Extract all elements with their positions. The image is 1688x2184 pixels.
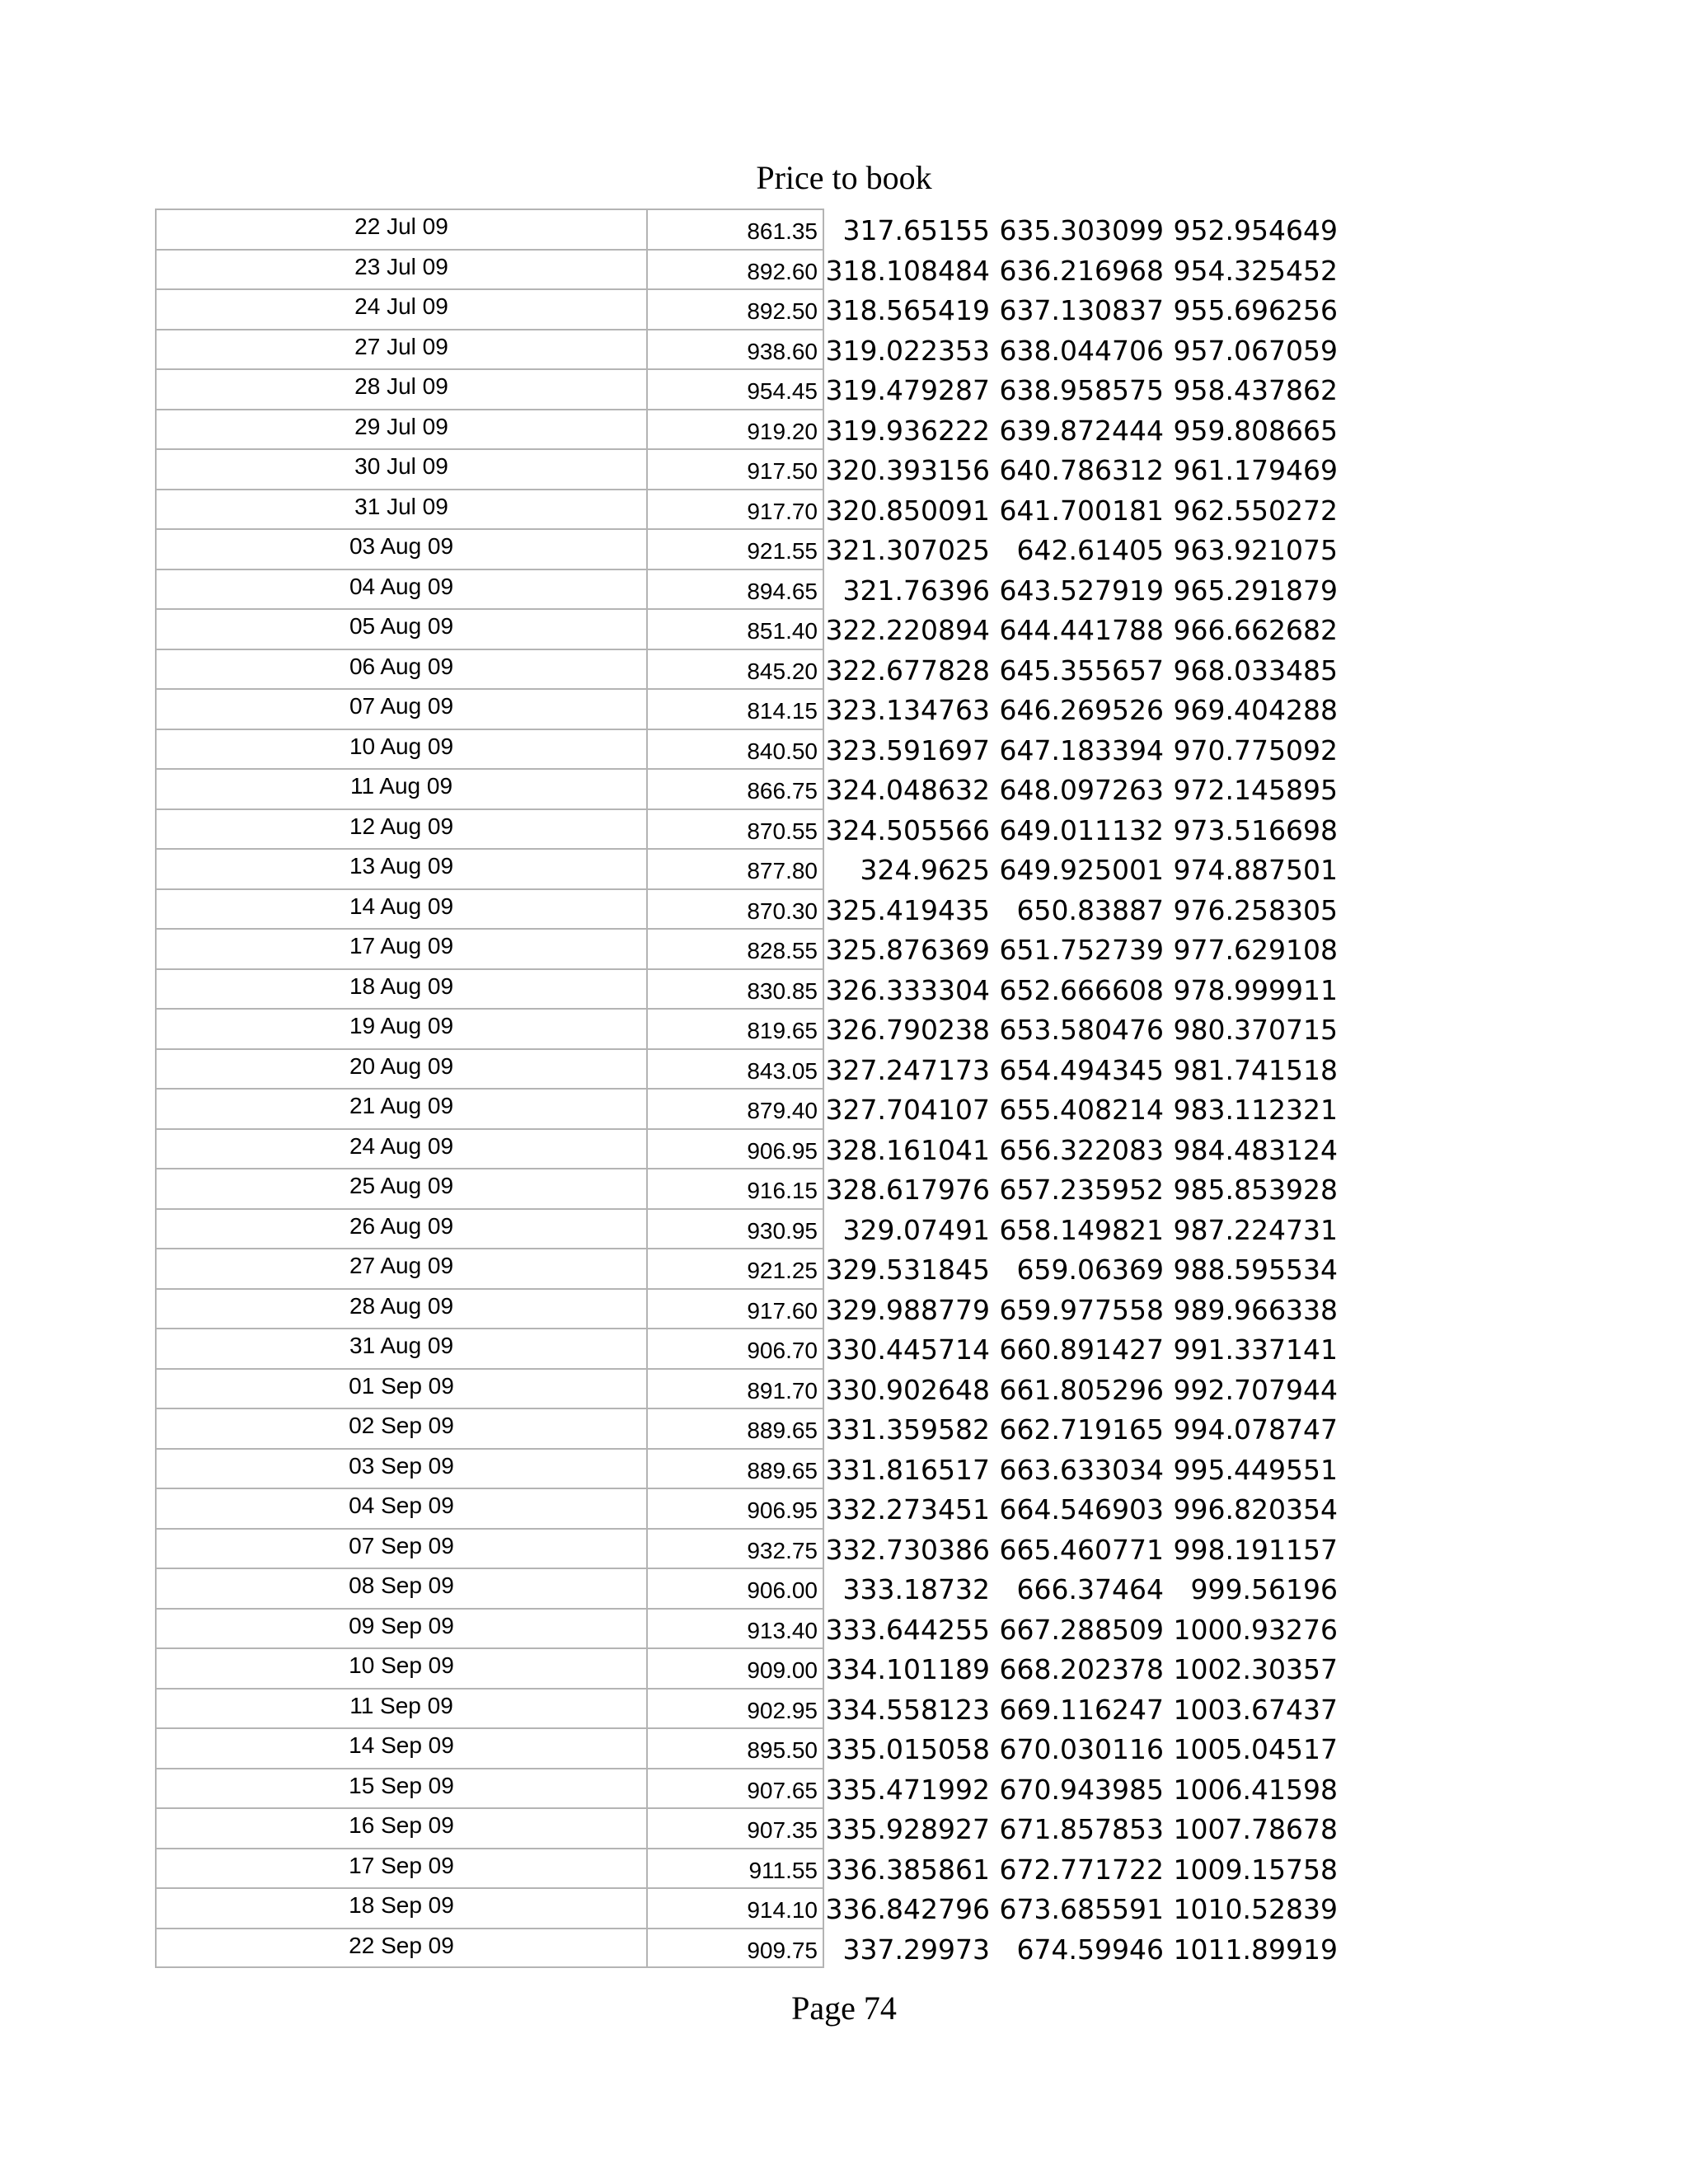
value-cell-v1: 324.505566 bbox=[825, 813, 990, 846]
price-cell: 879.40 bbox=[646, 1088, 824, 1128]
page-title: Price to book bbox=[756, 159, 932, 196]
value-cell-v1: 328.161041 bbox=[825, 1133, 990, 1166]
table-row bbox=[155, 448, 1391, 489]
table-row bbox=[155, 528, 1391, 569]
date-cell: 22 Sep 09 bbox=[155, 1928, 648, 1968]
value-cell-v1: 330.445714 bbox=[825, 1333, 990, 1366]
value-cell-v2: 646.269526 bbox=[999, 694, 1164, 726]
value-cell-v3: 955.696256 bbox=[1173, 294, 1338, 326]
price-cell: 907.65 bbox=[646, 1768, 824, 1808]
value-cell-v2: 664.546903 bbox=[999, 1493, 1164, 1526]
price-cell: 917.50 bbox=[646, 448, 824, 489]
table-row bbox=[155, 1288, 1391, 1329]
value-cell-v2: 667.288509 bbox=[999, 1613, 1164, 1646]
date-cell: 04 Aug 09 bbox=[155, 569, 648, 609]
value-cell-v3: 965.291879 bbox=[1173, 574, 1338, 607]
price-to-book-table bbox=[155, 209, 1391, 1967]
value-cell-v3: 992.707944 bbox=[1173, 1373, 1338, 1406]
price-cell: 906.70 bbox=[646, 1328, 824, 1368]
price-cell: 830.85 bbox=[646, 968, 824, 1009]
value-cell-v1: 336.842796 bbox=[825, 1893, 990, 1925]
date-cell: 16 Sep 09 bbox=[155, 1807, 648, 1848]
value-cell-v1: 318.565419 bbox=[825, 294, 990, 326]
value-cell-v3: 962.550272 bbox=[1173, 494, 1338, 527]
table-row bbox=[155, 1928, 1391, 1968]
date-cell: 01 Sep 09 bbox=[155, 1368, 648, 1408]
value-cell-v3: 961.179469 bbox=[1173, 454, 1338, 486]
value-cell-v2: 656.322083 bbox=[999, 1133, 1164, 1166]
table-row bbox=[155, 1248, 1391, 1288]
value-cell-v2: 663.633034 bbox=[999, 1453, 1164, 1486]
price-cell: 913.40 bbox=[646, 1608, 824, 1648]
value-cell-v2: 655.408214 bbox=[999, 1094, 1164, 1126]
value-cell-v1: 320.850091 bbox=[825, 494, 990, 527]
value-cell-v3: 958.437862 bbox=[1173, 374, 1338, 406]
price-cell: 861.35 bbox=[646, 209, 824, 249]
price-cell: 907.35 bbox=[646, 1807, 824, 1848]
value-cell-v2: 668.202378 bbox=[999, 1653, 1164, 1685]
value-cell-v3: 984.483124 bbox=[1173, 1133, 1338, 1166]
table-row bbox=[155, 808, 1391, 849]
table-row bbox=[155, 329, 1391, 369]
value-cell-v2: 657.235952 bbox=[999, 1174, 1164, 1206]
table-row bbox=[155, 1887, 1391, 1928]
price-cell: 866.75 bbox=[646, 768, 824, 808]
value-cell-v1: 327.247173 bbox=[825, 1053, 990, 1086]
table-row bbox=[155, 1408, 1391, 1448]
value-cell-v1: 329.531845 bbox=[825, 1254, 990, 1286]
value-cell-v2: 671.857853 bbox=[999, 1813, 1164, 1845]
value-cell-v1: 321.76396 bbox=[842, 574, 990, 607]
date-cell: 14 Sep 09 bbox=[155, 1727, 648, 1768]
value-cell-v2: 640.786312 bbox=[999, 454, 1164, 486]
price-cell: 932.75 bbox=[646, 1528, 824, 1568]
date-cell: 25 Aug 09 bbox=[155, 1168, 648, 1208]
price-cell: 851.40 bbox=[646, 608, 824, 649]
value-cell-v1: 334.558123 bbox=[825, 1693, 990, 1726]
table-row bbox=[155, 1688, 1391, 1728]
price-cell: 889.65 bbox=[646, 1448, 824, 1488]
value-cell-v2: 645.355657 bbox=[999, 654, 1164, 687]
price-cell: 845.20 bbox=[646, 649, 824, 689]
value-cell-v2: 652.666608 bbox=[999, 973, 1164, 1006]
price-cell: 819.65 bbox=[646, 1008, 824, 1048]
value-cell-v2: 649.925001 bbox=[999, 854, 1164, 886]
price-cell: 814.15 bbox=[646, 688, 824, 729]
value-cell-v2: 661.805296 bbox=[999, 1373, 1164, 1406]
value-cell-v1: 332.730386 bbox=[825, 1533, 990, 1566]
value-cell-v3: 952.954649 bbox=[1173, 214, 1338, 246]
value-cell-v3: 996.820354 bbox=[1173, 1493, 1338, 1526]
value-cell-v1: 322.677828 bbox=[825, 654, 990, 687]
value-cell-v2: 650.83887 bbox=[1016, 893, 1164, 926]
date-cell: 29 Jul 09 bbox=[155, 409, 648, 449]
date-cell: 07 Aug 09 bbox=[155, 688, 648, 729]
value-cell-v3: 1011.89919 bbox=[1173, 1933, 1338, 1966]
date-cell: 06 Aug 09 bbox=[155, 649, 648, 689]
date-cell: 07 Sep 09 bbox=[155, 1528, 648, 1568]
value-cell-v1: 318.108484 bbox=[825, 254, 990, 287]
value-cell-v2: 659.06369 bbox=[1016, 1254, 1164, 1286]
price-cell: 930.95 bbox=[646, 1208, 824, 1249]
value-cell-v3: 1006.41598 bbox=[1173, 1773, 1338, 1806]
value-cell-v2: 673.685591 bbox=[999, 1893, 1164, 1925]
value-cell-v1: 335.471992 bbox=[825, 1773, 990, 1806]
price-cell: 921.25 bbox=[646, 1248, 824, 1288]
value-cell-v1: 323.134763 bbox=[825, 694, 990, 726]
date-cell: 17 Aug 09 bbox=[155, 928, 648, 968]
value-cell-v2: 665.460771 bbox=[999, 1533, 1164, 1566]
price-cell: 921.55 bbox=[646, 528, 824, 569]
date-cell: 03 Sep 09 bbox=[155, 1448, 648, 1488]
value-cell-v2: 636.216968 bbox=[999, 254, 1164, 287]
price-cell: 909.00 bbox=[646, 1647, 824, 1688]
value-cell-v2: 639.872444 bbox=[999, 414, 1164, 447]
value-cell-v3: 1010.52839 bbox=[1173, 1893, 1338, 1925]
table-row bbox=[155, 1488, 1391, 1528]
value-cell-v1: 328.617976 bbox=[825, 1174, 990, 1206]
value-cell-v1: 335.015058 bbox=[825, 1733, 990, 1765]
value-cell-v3: 987.224731 bbox=[1173, 1213, 1338, 1246]
value-cell-v1: 335.928927 bbox=[825, 1813, 990, 1845]
price-cell: 894.65 bbox=[646, 569, 824, 609]
value-cell-v3: 1005.04517 bbox=[1173, 1733, 1338, 1765]
price-cell: 870.30 bbox=[646, 888, 824, 929]
date-cell: 24 Jul 09 bbox=[155, 288, 648, 329]
price-cell: 914.10 bbox=[646, 1887, 824, 1928]
value-cell-v2: 635.303099 bbox=[999, 214, 1164, 246]
price-cell: 906.95 bbox=[646, 1488, 824, 1528]
value-cell-v3: 972.145895 bbox=[1173, 774, 1338, 806]
value-cell-v2: 672.771722 bbox=[999, 1853, 1164, 1886]
value-cell-v3: 995.449551 bbox=[1173, 1453, 1338, 1486]
table-row bbox=[155, 209, 1391, 249]
price-cell: 906.00 bbox=[646, 1568, 824, 1608]
table-row bbox=[155, 368, 1391, 409]
value-cell-v3: 969.404288 bbox=[1173, 694, 1338, 726]
value-cell-v3: 998.191157 bbox=[1173, 1533, 1338, 1566]
value-cell-v2: 643.527919 bbox=[999, 574, 1164, 607]
value-cell-v3: 1009.15758 bbox=[1173, 1853, 1338, 1886]
page-number: Page 74 bbox=[791, 1990, 897, 2027]
value-cell-v3: 991.337141 bbox=[1173, 1333, 1338, 1366]
table-row bbox=[155, 928, 1391, 968]
price-cell: 916.15 bbox=[646, 1168, 824, 1208]
table-row bbox=[155, 1807, 1391, 1848]
value-cell-v1: 333.18732 bbox=[842, 1573, 990, 1605]
value-cell-v1: 331.359582 bbox=[825, 1413, 990, 1446]
value-cell-v3: 974.887501 bbox=[1173, 854, 1338, 886]
price-cell: 889.65 bbox=[646, 1408, 824, 1448]
value-cell-v3: 994.078747 bbox=[1173, 1413, 1338, 1446]
value-cell-v3: 968.033485 bbox=[1173, 654, 1338, 687]
price-cell: 909.75 bbox=[646, 1928, 824, 1968]
price-cell: 891.70 bbox=[646, 1368, 824, 1408]
date-cell: 28 Aug 09 bbox=[155, 1288, 648, 1329]
value-cell-v2: 638.044706 bbox=[999, 334, 1164, 367]
value-cell-v3: 977.629108 bbox=[1173, 934, 1338, 966]
table-row bbox=[155, 1208, 1391, 1249]
value-cell-v2: 637.130837 bbox=[999, 294, 1164, 326]
date-cell: 03 Aug 09 bbox=[155, 528, 648, 569]
table-row bbox=[155, 1647, 1391, 1688]
value-cell-v3: 980.370715 bbox=[1173, 1014, 1338, 1046]
value-cell-v2: 669.116247 bbox=[999, 1693, 1164, 1726]
date-cell: 18 Aug 09 bbox=[155, 968, 648, 1009]
date-cell: 05 Aug 09 bbox=[155, 608, 648, 649]
table-row bbox=[155, 688, 1391, 729]
date-cell: 31 Aug 09 bbox=[155, 1328, 648, 1368]
price-cell: 877.80 bbox=[646, 848, 824, 888]
value-cell-v2: 638.958575 bbox=[999, 374, 1164, 406]
value-cell-v2: 666.37464 bbox=[1016, 1573, 1164, 1605]
date-cell: 27 Aug 09 bbox=[155, 1248, 648, 1288]
value-cell-v1: 334.101189 bbox=[825, 1653, 990, 1685]
value-cell-v3: 978.999911 bbox=[1173, 973, 1338, 1006]
date-cell: 22 Jul 09 bbox=[155, 209, 648, 249]
value-cell-v3: 1003.67437 bbox=[1173, 1693, 1338, 1726]
date-cell: 04 Sep 09 bbox=[155, 1488, 648, 1528]
value-cell-v3: 999.56196 bbox=[1190, 1573, 1338, 1605]
table-row bbox=[155, 1608, 1391, 1648]
price-cell: 892.60 bbox=[646, 249, 824, 289]
table-row bbox=[155, 1848, 1391, 1888]
table-row bbox=[155, 1727, 1391, 1768]
value-cell-v1: 331.816517 bbox=[825, 1453, 990, 1486]
value-cell-v2: 658.149821 bbox=[999, 1213, 1164, 1246]
date-cell: 19 Aug 09 bbox=[155, 1008, 648, 1048]
date-cell: 26 Aug 09 bbox=[155, 1208, 648, 1249]
price-cell: 840.50 bbox=[646, 729, 824, 769]
value-cell-v2: 670.943985 bbox=[999, 1773, 1164, 1806]
value-cell-v2: 648.097263 bbox=[999, 774, 1164, 806]
value-cell-v1: 319.936222 bbox=[825, 414, 990, 447]
value-cell-v1: 337.29973 bbox=[842, 1933, 990, 1966]
value-cell-v3: 988.595534 bbox=[1173, 1254, 1338, 1286]
date-cell: 15 Sep 09 bbox=[155, 1768, 648, 1808]
price-cell: 906.95 bbox=[646, 1128, 824, 1169]
table-row bbox=[155, 1328, 1391, 1368]
value-cell-v2: 674.59946 bbox=[1016, 1933, 1164, 1966]
price-cell: 954.45 bbox=[646, 368, 824, 409]
table-row bbox=[155, 249, 1391, 289]
price-cell: 870.55 bbox=[646, 808, 824, 849]
value-cell-v1: 319.479287 bbox=[825, 374, 990, 406]
price-cell: 902.95 bbox=[646, 1688, 824, 1728]
table-row bbox=[155, 569, 1391, 609]
value-cell-v3: 985.853928 bbox=[1173, 1174, 1338, 1206]
table-row bbox=[155, 1368, 1391, 1408]
value-cell-v2: 644.441788 bbox=[999, 614, 1164, 646]
date-cell: 27 Jul 09 bbox=[155, 329, 648, 369]
value-cell-v1: 325.876369 bbox=[825, 934, 990, 966]
date-cell: 09 Sep 09 bbox=[155, 1608, 648, 1648]
table-row bbox=[155, 1088, 1391, 1128]
date-cell: 24 Aug 09 bbox=[155, 1128, 648, 1169]
table-row bbox=[155, 888, 1391, 929]
value-cell-v3: 957.067059 bbox=[1173, 334, 1338, 367]
value-cell-v3: 983.112321 bbox=[1173, 1094, 1338, 1126]
table-row bbox=[155, 729, 1391, 769]
table-row bbox=[155, 1768, 1391, 1808]
date-cell: 11 Aug 09 bbox=[155, 768, 648, 808]
price-cell: 917.70 bbox=[646, 489, 824, 529]
value-cell-v1: 330.902648 bbox=[825, 1373, 990, 1406]
value-cell-v1: 326.333304 bbox=[825, 973, 990, 1006]
value-cell-v3: 1000.93276 bbox=[1173, 1613, 1338, 1646]
date-cell: 13 Aug 09 bbox=[155, 848, 648, 888]
price-cell: 892.50 bbox=[646, 288, 824, 329]
value-cell-v2: 670.030116 bbox=[999, 1733, 1164, 1765]
date-cell: 30 Jul 09 bbox=[155, 448, 648, 489]
date-cell: 12 Aug 09 bbox=[155, 808, 648, 849]
price-cell: 895.50 bbox=[646, 1727, 824, 1768]
table-row bbox=[155, 1528, 1391, 1568]
value-cell-v2: 641.700181 bbox=[999, 494, 1164, 527]
table-row bbox=[155, 968, 1391, 1009]
date-cell: 23 Jul 09 bbox=[155, 249, 648, 289]
value-cell-v2: 662.719165 bbox=[999, 1413, 1164, 1446]
table-row bbox=[155, 288, 1391, 329]
value-cell-v2: 659.977558 bbox=[999, 1293, 1164, 1326]
date-cell: 14 Aug 09 bbox=[155, 888, 648, 929]
date-cell: 31 Jul 09 bbox=[155, 489, 648, 529]
value-cell-v3: 981.741518 bbox=[1173, 1053, 1338, 1086]
price-cell: 917.60 bbox=[646, 1288, 824, 1329]
price-cell: 919.20 bbox=[646, 409, 824, 449]
table-row bbox=[155, 768, 1391, 808]
price-cell: 911.55 bbox=[646, 1848, 824, 1888]
value-cell-v1: 324.9625 bbox=[860, 854, 990, 886]
value-cell-v1: 326.790238 bbox=[825, 1014, 990, 1046]
value-cell-v1: 327.704107 bbox=[825, 1094, 990, 1126]
price-cell: 938.60 bbox=[646, 329, 824, 369]
date-cell: 11 Sep 09 bbox=[155, 1688, 648, 1728]
table-row bbox=[155, 1048, 1391, 1089]
date-cell: 21 Aug 09 bbox=[155, 1088, 648, 1128]
value-cell-v3: 959.808665 bbox=[1173, 414, 1338, 447]
value-cell-v2: 660.891427 bbox=[999, 1333, 1164, 1366]
date-cell: 10 Sep 09 bbox=[155, 1647, 648, 1688]
value-cell-v1: 317.65155 bbox=[842, 214, 990, 246]
value-cell-v1: 322.220894 bbox=[825, 614, 990, 646]
date-cell: 20 Aug 09 bbox=[155, 1048, 648, 1089]
value-cell-v3: 954.325452 bbox=[1173, 254, 1338, 287]
date-cell: 18 Sep 09 bbox=[155, 1887, 648, 1928]
value-cell-v2: 654.494345 bbox=[999, 1053, 1164, 1086]
price-cell: 843.05 bbox=[646, 1048, 824, 1089]
table-row bbox=[155, 608, 1391, 649]
table-row bbox=[155, 1568, 1391, 1608]
value-cell-v1: 329.07491 bbox=[842, 1213, 990, 1246]
value-cell-v3: 1002.30357 bbox=[1173, 1653, 1338, 1685]
table-row bbox=[155, 1128, 1391, 1169]
value-cell-v3: 970.775092 bbox=[1173, 733, 1338, 766]
table-row bbox=[155, 1448, 1391, 1488]
value-cell-v2: 647.183394 bbox=[999, 733, 1164, 766]
price-cell: 828.55 bbox=[646, 928, 824, 968]
table-row bbox=[155, 409, 1391, 449]
value-cell-v1: 321.307025 bbox=[825, 534, 990, 566]
value-cell-v3: 976.258305 bbox=[1173, 893, 1338, 926]
table-row bbox=[155, 1008, 1391, 1048]
value-cell-v1: 319.022353 bbox=[825, 334, 990, 367]
date-cell: 02 Sep 09 bbox=[155, 1408, 648, 1448]
date-cell: 17 Sep 09 bbox=[155, 1848, 648, 1888]
value-cell-v1: 333.644255 bbox=[825, 1613, 990, 1646]
value-cell-v1: 324.048632 bbox=[825, 774, 990, 806]
value-cell-v3: 966.662682 bbox=[1173, 614, 1338, 646]
value-cell-v2: 653.580476 bbox=[999, 1014, 1164, 1046]
value-cell-v3: 973.516698 bbox=[1173, 813, 1338, 846]
date-cell: 08 Sep 09 bbox=[155, 1568, 648, 1608]
value-cell-v1: 325.419435 bbox=[825, 893, 990, 926]
value-cell-v1: 336.385861 bbox=[825, 1853, 990, 1886]
table-row bbox=[155, 848, 1391, 888]
date-cell: 28 Jul 09 bbox=[155, 368, 648, 409]
date-cell: 10 Aug 09 bbox=[155, 729, 648, 769]
value-cell-v3: 1007.78678 bbox=[1173, 1813, 1338, 1845]
table-row bbox=[155, 649, 1391, 689]
value-cell-v1: 320.393156 bbox=[825, 454, 990, 486]
value-cell-v2: 642.61405 bbox=[1016, 534, 1164, 566]
table-row bbox=[155, 489, 1391, 529]
value-cell-v2: 649.011132 bbox=[999, 813, 1164, 846]
value-cell-v1: 329.988779 bbox=[825, 1293, 990, 1326]
value-cell-v1: 332.273451 bbox=[825, 1493, 990, 1526]
value-cell-v3: 989.966338 bbox=[1173, 1293, 1338, 1326]
table-row bbox=[155, 1168, 1391, 1208]
value-cell-v2: 651.752739 bbox=[999, 934, 1164, 966]
value-cell-v3: 963.921075 bbox=[1173, 534, 1338, 566]
value-cell-v1: 323.591697 bbox=[825, 733, 990, 766]
